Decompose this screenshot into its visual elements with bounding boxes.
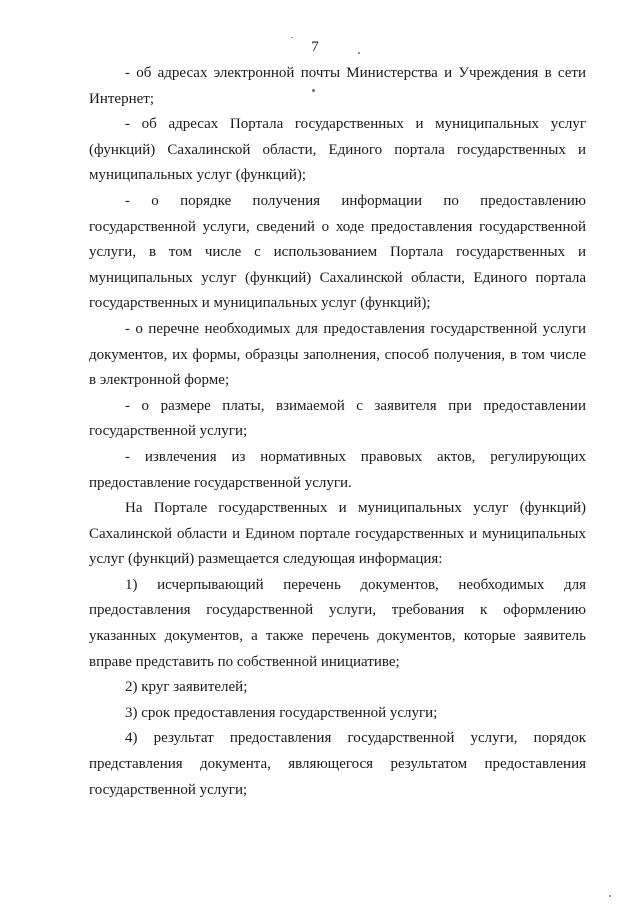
paragraph-fee-amount: - о размере платы, взимаемой с заявителя при предоставлении государственной услуги;: [89, 397, 586, 440]
document-body: [89, 61, 586, 803]
list-item-1-documents: 1) исчерпывающий перечень документов, необходимых для предоставления государственной услуги, требования к оформлению указанных документов, а также перечень документов, которые заявитель вправе представить по собственной инициативе;: [89, 576, 586, 670]
list-item-4-result: 4) результат предоставления государственной услуги, порядок представления документа, являющегося результатом предоставления государственной услуги;: [89, 730, 586, 798]
page-number: 7: [311, 39, 319, 55]
list-item-3-term: 3) срок предоставления государственной услуги;: [125, 704, 438, 721]
list-item-2-applicants: 2) круг заявителей;: [125, 679, 248, 696]
paragraph-documents-list: - о перечне необходимых для предоставления государственной услуги документов, их формы, образцы заполнения, способ получения, в том числе в электронной форме;: [89, 320, 586, 389]
paragraph-email-addresses: - об адресах электронной почты Министерства и Учреждения в сети Интернет;: [89, 65, 586, 107]
paragraph-portal-addresses: - об адресах Портала государственных и муниципальных услуг (функций) Сахалинской области, Единого портала государственных и муниципальных услуг (функций);: [89, 116, 586, 184]
scan-speck: [291, 37, 293, 38]
scan-speck: [312, 89, 315, 92]
paragraph-legal-extracts: - извлечения из нормативных правовых актов, регулирующих предоставление государственной услуги.: [89, 448, 586, 491]
scan-speck: [358, 52, 360, 54]
paragraph-portal-info-intro: На Портале государственных и муниципальных услуг (функций) Сахалинской области и Едином портале государственных и муниципальных услуг (функций) размещается следующая информация:: [89, 500, 586, 568]
scan-speck: [609, 895, 611, 897]
paragraph-info-procedure: - о порядке получения информации по предоставлению государственной услуги, сведений о ходе предоставления государственной услуги, в том числе с использованием Портала государственных и муниципальных услуг (функций) Сахалинской области, Единого портала государственных и муниципальных услуг (функций);: [89, 192, 586, 312]
